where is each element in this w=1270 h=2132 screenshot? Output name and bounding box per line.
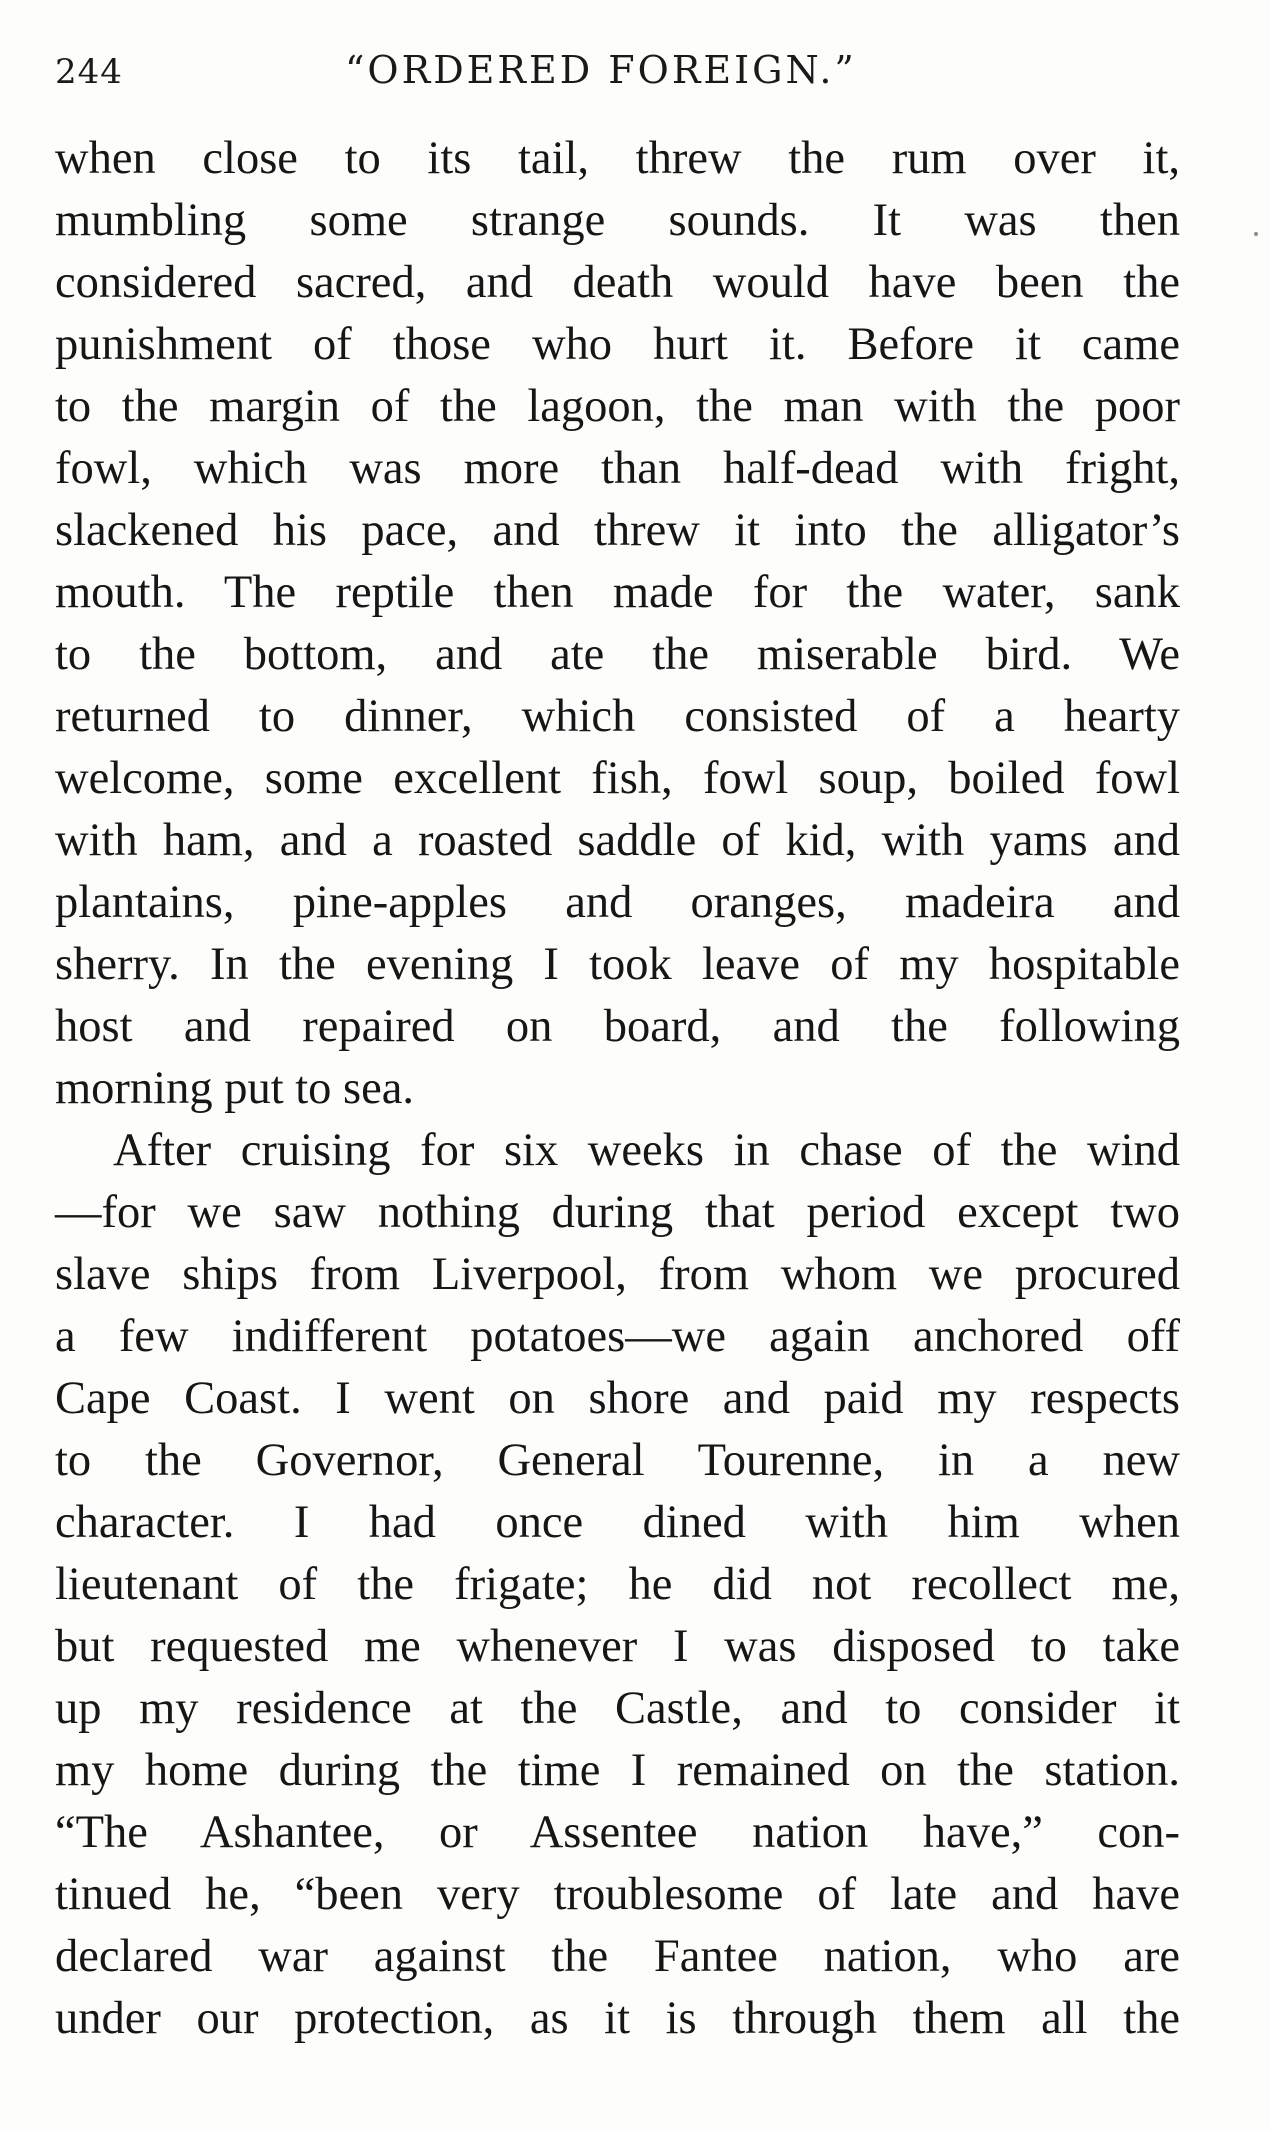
text-line: tinued he, “been very troublesome of late and have [55, 1869, 1180, 1920]
body-text [55, 128, 1180, 2050]
text-line: under our protection, as it is through them all the [55, 1993, 1180, 2044]
text-line: morning put to sea. [55, 1063, 415, 1114]
text-line: to the Governor, General Tourenne, in a new [55, 1435, 1180, 1486]
text-line: returned to dinner, which consisted of a hearty [55, 691, 1180, 742]
text-line: my home during the time I remained on the station. [55, 1745, 1180, 1796]
text-line: a few indifferent potatoes—we again anchored off [55, 1311, 1180, 1362]
text-line: to the margin of the lagoon, the man with the poor [55, 381, 1180, 432]
text-line: considered sacred, and death would have been the [55, 257, 1180, 308]
text-line: —for we saw nothing during that period except two [55, 1187, 1180, 1238]
text-line: to the bottom, and ate the miserable bird. We [55, 629, 1180, 680]
text-line: mouth. The reptile then made for the water, sank [55, 567, 1180, 618]
text-line: sherry. In the evening I took leave of my hospitable [55, 939, 1180, 990]
text-line: when close to its tail, threw the rum over it, [55, 133, 1180, 184]
text-line: fowl, which was more than half-dead with fright, [55, 443, 1180, 494]
text-line: up my residence at the Castle, and to consider it [55, 1683, 1180, 1734]
page-number: 244 [55, 52, 123, 92]
text-line: but requested me whenever I was disposed to take [55, 1621, 1180, 1672]
text-line: character. I had once dined with him when [55, 1497, 1180, 1548]
text-line: “The Ashantee, or Assentee nation have,” con- [55, 1807, 1180, 1858]
text-line: punishment of those who hurt it. Before it came [55, 319, 1180, 370]
margin-speck [1254, 232, 1258, 236]
text-line: with ham, and a roasted saddle of kid, with yams and [55, 815, 1180, 866]
running-title: “ORDERED FOREIGN.” [345, 48, 857, 92]
text-line: welcome, some excellent fish, fowl soup, boiled fowl [55, 753, 1180, 804]
text-line: After cruising for six weeks in chase of the wind [113, 1125, 1180, 1176]
text-line: host and repaired on board, and the following [55, 1001, 1180, 1052]
text-line: declared war against the Fantee nation, who are [55, 1931, 1180, 1982]
text-line: mumbling some strange sounds. It was then [55, 195, 1180, 246]
text-line: lieutenant of the frigate; he did not recollect me, [55, 1559, 1180, 1610]
text-line: Cape Coast. I went on shore and paid my respects [55, 1373, 1180, 1424]
text-line: plantains, pine-apples and oranges, madeira and [55, 877, 1180, 928]
page-header [55, 38, 1185, 98]
text-line: slave ships from Liverpool, from whom we procured [55, 1249, 1180, 1300]
text-line: slackened his pace, and threw it into the alligator’s [55, 505, 1180, 556]
